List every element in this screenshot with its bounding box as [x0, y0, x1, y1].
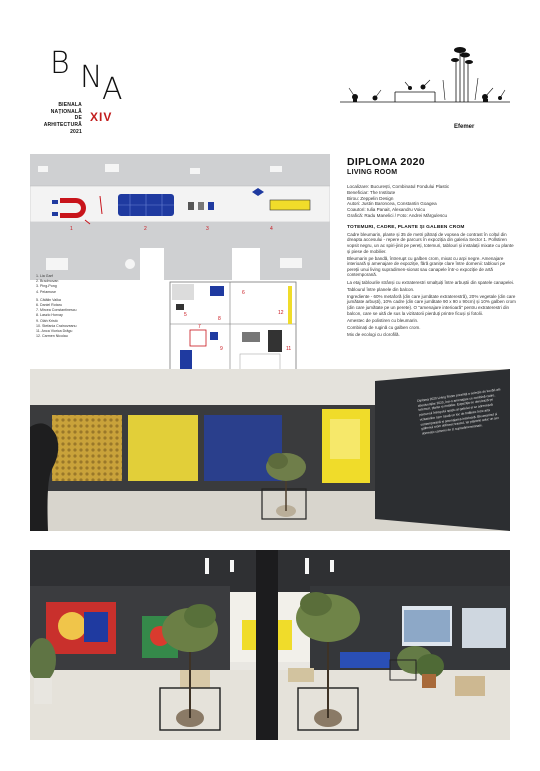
credit-line: Grafică: Radu Manelici / Foto: Andrei Mărgulescu [347, 212, 448, 218]
plan-exhibit-4 [270, 200, 310, 210]
legend-item: 1. Lia Garf [36, 274, 53, 278]
logo-caption-line: DE [74, 115, 82, 121]
credit-line: Coautori: Iulia Panait, Alexandru Voicu [347, 207, 426, 213]
logo-letter-a: A [102, 72, 124, 107]
project-subtitle: LIVING ROOM [347, 169, 398, 176]
project-credits [347, 184, 517, 219]
legend-item: 3. Ping-Pong [36, 284, 57, 289]
plan-number: 9 [220, 346, 223, 352]
gallery-photo-2 [30, 550, 510, 740]
plan-number: 5 [184, 312, 187, 318]
body-paragraph: Mix de ecologi cu clorofilă. [347, 331, 400, 337]
plan-number: 4 [270, 226, 273, 232]
legend-item: 6. Daniel Rotaru [36, 303, 62, 308]
credit-line: Beneficiar: The Institute [347, 189, 396, 195]
body-paragraph: Ingrediente - 60% metaforă (din care jumătate extraterestră), 20% vegetale (din care jumătate arbuști), 10% cadre (din care jumătate 90 x 90 x 90cm) și 10% galben crom (din care jumătate pe un perete). O "amenajare interioară" pentru extraterestri din balcon, care se uită de sus la vizitatorii pierduți printre ficuși și fotolii. [347, 293, 516, 316]
legend-item: 7. Mircea Constantinescu [36, 308, 77, 313]
logo-year-text: 2021 [70, 129, 82, 135]
plan-number: 3 [206, 226, 209, 232]
legend-item: 12. Carmen Nicolau [36, 334, 68, 339]
body-paragraph: Combinați de rugină cu galben crom. [347, 324, 421, 330]
plan-number: 6 [242, 290, 245, 296]
floor-plan-drawing [30, 154, 330, 386]
plan-hall-upper [30, 154, 330, 186]
plan-number: 11 [286, 346, 292, 352]
plan-number: 1 [70, 226, 73, 232]
plan-legend [36, 274, 77, 339]
section-title: TOTEMURI, CADRE, PLANTE ȘI GALBEN CROM [347, 224, 465, 230]
plan-number: 12 [278, 310, 284, 316]
body-paragraph: La etaj tablourile strânși cu extraterestri smalțuiți între arbuștii din spatele canapelei. [347, 279, 515, 285]
gallery-photo-2-image [30, 550, 510, 740]
logo-caption-line: ARHITECTURĂ [43, 121, 82, 128]
legend-item: 4. Pelamuse [36, 289, 56, 294]
project-title: DIPLOMA 2020 [347, 156, 425, 168]
plan-number: 8 [218, 316, 221, 322]
credit-line: Autori: Justin Baroncea, Constantin Goagea [347, 201, 437, 207]
legend-item: 11. Anca Viorica Drăgu [36, 329, 73, 334]
floor-plan [30, 154, 330, 386]
legend-item: 8. Laszlo Horvay [36, 313, 63, 318]
legend-item: 10. Stefania Crainoveanu [36, 323, 77, 328]
logo-letter-b: B [50, 46, 71, 81]
project-description [347, 156, 517, 339]
plan-hall-lower [30, 222, 330, 248]
credit-line: Birou: Zeppelin Design [347, 195, 394, 201]
logo-caption-line: BIENALA [58, 102, 82, 108]
gallery-photo-1 [30, 369, 510, 531]
wall-text: Diploma 2020 Living Room prezintă o selecție de lucrări ale absolvenților 2020, într-o amenajare ce combină cadre, totemuri, plante și mobilier. Expoziția se derulează pe parcursul întregului spațiu al galeriei și se adresează vizitatorilor care caută un loc de întâlnire între arta contemporană și amenajarea interioară. Bleumarinul și galbenul crom definesc traseul, iar plantele aduc un aer domestic camerei de zi supradimensionate. [417, 387, 501, 436]
logo-letter-n: N [80, 60, 104, 95]
legend-item: 2. Bradmovan [36, 279, 59, 284]
legend-item: 5. Cătălin Valka [36, 297, 61, 302]
credit-line: Localizare: București, Combinatul Fondului Plastic [347, 184, 450, 189]
bna-logo [38, 40, 128, 140]
body-paragraph: Cadre bleumarin, plante și 35 de metri pătrați de vopsea de contrast în colțul din dreapta accesului - repere de parcurs în expoziția din galeria Sector 1. Pollstiren vopsit negru, un ac spiri-jinit pe pereți, totemuri, tablouri și instalații mixate cu plante și piese de mobilier. [347, 231, 514, 254]
plan-number: 7 [198, 324, 201, 330]
body-paragraph: Tablourul între planele din balcon. [347, 286, 415, 292]
brand-label: Efemer [454, 124, 475, 130]
body-paragraph: Amestec de polistiren cu bleumarin. [347, 317, 419, 323]
project-body [347, 232, 517, 338]
plan-exhibit-3 [188, 202, 194, 210]
logo-caption [38, 102, 82, 136]
logo-caption-line: NAȚIONALĂ [50, 108, 82, 115]
legend-item: 9. Oláh Kristó [36, 318, 58, 323]
logo-edition: XIV [90, 110, 113, 124]
plan-number: 2 [144, 226, 147, 232]
gallery-photo-1-image [30, 369, 510, 531]
body-paragraph: Bleumarin pe bandă, întrerupt cu galben crom, mixat cu arpi negre. Amenajare interioară și amenajare de expoziție, fără granițe clare între domenii: tablouri pe pereții unui living supradimen-sionat sau canapele într-o expoziție de artă contemporană. [347, 255, 506, 278]
efemer-illustration [335, 40, 515, 120]
